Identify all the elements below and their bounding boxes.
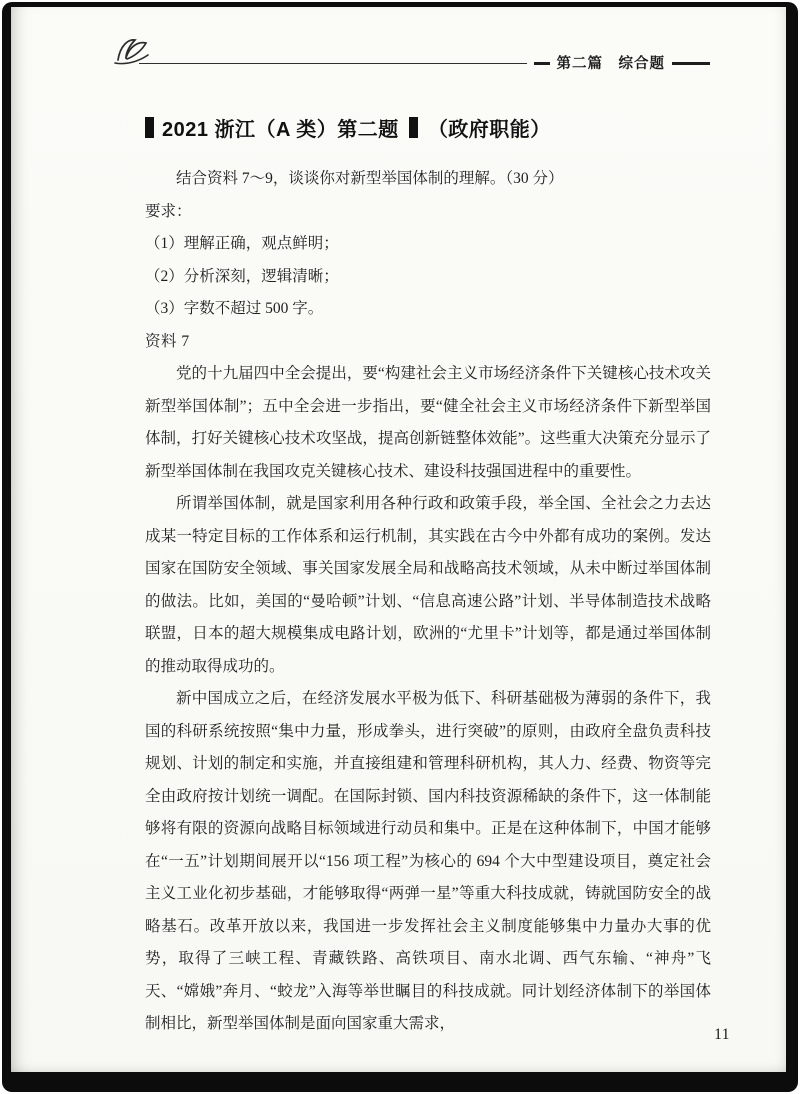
- title-bar-right-icon: [409, 117, 418, 138]
- title-bar-left-icon: [145, 117, 154, 138]
- question-title: [145, 113, 726, 142]
- page-header: [139, 53, 710, 74]
- header-rule-line: [139, 63, 527, 65]
- requirement-item: （1）理解正确，观点鲜明；: [145, 235, 339, 252]
- question-prompt: 结合资料 7～9，谈谈你对新型举国体制的理解。（30 分）: [176, 170, 564, 187]
- page-number: 11: [714, 1026, 730, 1043]
- material-paragraph: 新中国成立之后，在经济发展水平极为低下、科研基础极为薄弱的条件下，我国的科研系统按照“集中力量，形成拳头，进行突破”的原则，由政府全盘负责科技规划、计划的制定和实施，并直接组建和管理科研机构，其人力、经费、物资等完全由政府按计划统一调配。在国际封锁、国内科技资源稀缺的条件下，这一体制能够将有限的资源向战略目标领域进行动员和集中。正是在这种体制下，中国才能够在“一五”计划期间展开以“156 项工程”为核心的 694 个大中型建设项目，奠定社会主义工业化初步基础，才能够取得“两弹一星”等重大科技成就，铸就国防安全的战略基石。改革开放以来，我国进一步发挥社会主义制度能够集中力量办大事的优势，取得了三峡工程、青藏铁路、高铁项目、南水北调、西气东输、“神舟”飞天、“嫦娥”奔月、“蛟龙”入海等举世瞩目的科技成就。同计划经济体制下的举国体制相比，新型举国体制是面向国家重大需求，: [145, 690, 711, 1032]
- requirement-item: （2）分析深刻，逻辑清晰；: [145, 267, 339, 285]
- header-dash-left: [534, 62, 550, 65]
- material-label: 资料 7: [145, 332, 190, 350]
- requirements-label: 要求：: [145, 202, 192, 220]
- material-paragraph: 所谓举国体制，就是国家利用各种行政和政策手段，举全国、全社会之力去达成某一特定目标的工作体系和运行机制，其实践在古今中外都有成功的案例。发达国家在国防安全领域、事关国家发展全局和战略高技术领域，从未中断过举国体制的做法。比如，美国的“曼哈顿”计划、“信息高速公路”计划、半导体制造技术战略联盟，日本的超大规模集成电路计划，欧洲的“尤里卡”计划等，都是通过举国体制的推动取得成功的。: [145, 495, 711, 675]
- scanned-book-page: [2, 2, 798, 1092]
- page-body: [145, 163, 711, 1041]
- title-main-text: 2021 浙江（A 类）第二题: [162, 119, 399, 141]
- material-paragraph: 党的十九届四中全会提出，要“构建社会主义市场经济条件下关键核心技术攻关新型举国体制”；五中全会进一步指出，要“健全社会主义市场经济条件下新型举国体制，打好关键核心技术攻坚战，提高创新链整体效能”。这些重大决策充分显示了新型举国体制在我国攻克关键核心技术、建设科技强国进程中的重要性。: [145, 365, 711, 480]
- page-surface: [11, 7, 786, 1072]
- title-sub-text: （政府职能）: [427, 119, 551, 141]
- section-label: 第二篇 综合题: [556, 56, 665, 72]
- header-dash-right: [672, 62, 710, 65]
- requirement-item: （3）字数不超过 500 字。: [145, 300, 324, 317]
